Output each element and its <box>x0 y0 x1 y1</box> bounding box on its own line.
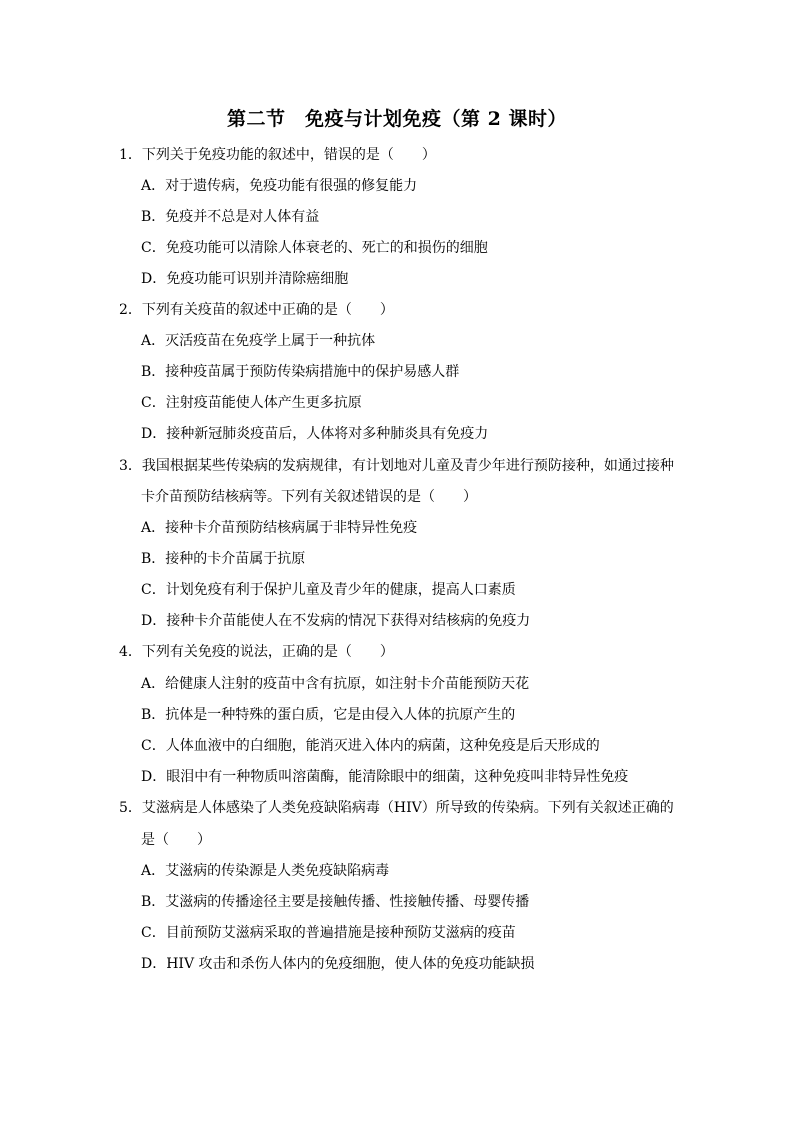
question-3-option-b: B．接种的卡介苗属于抗原 <box>141 551 306 567</box>
question-5-stem-line-1: 5．艾滋病是人体感染了人类免疫缺陷病毒（HIV）所导致的传染病。下列有关叙述正确的 <box>119 800 674 816</box>
question-2-option-d: D．接种新冠肺炎疫苗后，人体将对多种肺炎具有免疫力 <box>141 426 489 442</box>
question-1-option-b: B．免疫并不总是对人体有益 <box>141 209 320 225</box>
question-2-option-b: B．接种疫苗属于预防传染病措施中的保护易感人群 <box>141 364 460 380</box>
question-2-option-a: A．灭活疫苗在免疫学上属于一种抗体 <box>141 333 376 349</box>
question-1-option-d: D．免疫功能可识别并清除癌细胞 <box>141 271 349 287</box>
question-5-option-a: A．艾滋病的传染源是人类免疫缺陷病毒 <box>141 863 390 879</box>
question-4-option-b: B．抗体是一种特殊的蛋白质，它是由侵入人体的抗原产生的 <box>141 707 516 723</box>
question-3-stem-line-2: 卡介苗预防结核病等。下列有关叙述错误的是（ ） <box>141 489 477 505</box>
question-3-stem-line-1: 3．我国根据某些传染病的发病规律，有计划地对儿童及青少年进行预防接种，如通过接种 <box>119 458 674 474</box>
question-2-option-c: C．注射疫苗能使人体产生更多抗原 <box>141 395 362 411</box>
question-1-option-a: A．对于遗传病，免疫功能有很强的修复能力 <box>141 178 418 194</box>
question-3-option-d: D．接种卡介苗能使人在不发病的情况下获得对结核病的免疫力 <box>141 613 531 629</box>
question-3-option-c: C．计划免疫有利于保护儿童及青少年的健康，提高人口素质 <box>141 582 516 598</box>
question-4-option-a: A．给健康人注射的疫苗中含有抗原，如注射卡介苗能预防天花 <box>141 676 530 692</box>
question-5-option-d: D．HIV 攻击和杀伤人体内的免疫细胞，使人体的免疫功能缺损 <box>141 956 535 972</box>
question-5-option-b: B．艾滋病的传播途径主要是接触传播、性接触传播、母婴传播 <box>141 894 530 910</box>
question-2-stem: 2．下列有关疫苗的叙述中正确的是（ ） <box>119 302 394 318</box>
question-4-stem: 4．下列有关免疫的说法，正确的是（ ） <box>119 644 394 660</box>
question-4-option-d: D．眼泪中有一种物质叫溶菌酶，能清除眼中的细菌，这种免疫叫非特异性免疫 <box>141 769 629 785</box>
question-1-option-c: C．免疫功能可以清除人体衰老的、死亡的和损伤的细胞 <box>141 240 488 256</box>
question-1-stem: 1．下列关于免疫功能的叙述中，错误的是（ ） <box>119 147 436 163</box>
question-5-stem-line-2: 是（ ） <box>141 832 211 848</box>
question-3-option-a: A．接种卡介苗预防结核病属于非特异性免疫 <box>141 520 418 536</box>
question-5-option-c: C．目前预防艾滋病采取的普遍措施是接种预防艾滋病的疫苗 <box>141 925 516 941</box>
question-4-option-c: C．人体血液中的白细胞，能消灭进入体内的病菌，这种免疫是后天形成的 <box>141 738 600 754</box>
page-title: 第二节 免疫与计划免疫（第 2 课时） <box>227 108 567 130</box>
